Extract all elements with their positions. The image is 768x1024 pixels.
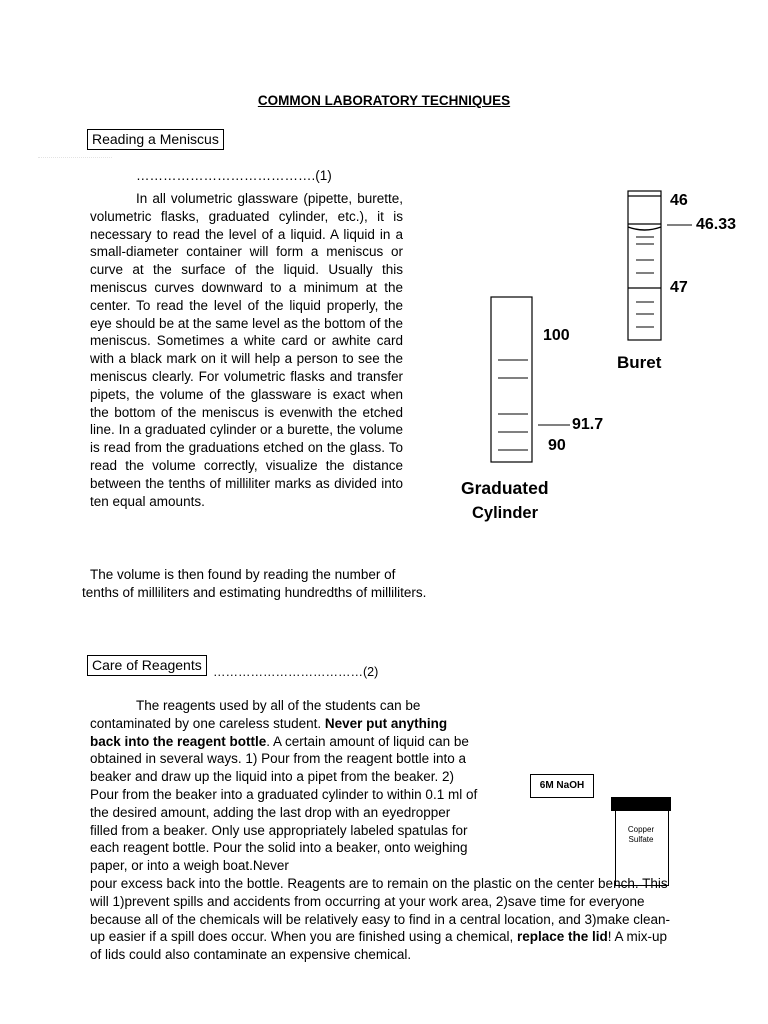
cylinder-bottom-mark: 90 [548,437,566,454]
naoh-reagent-label: 6M NaOH [530,774,594,798]
reagents-paragraph: The reagents used by all of the students can be contaminated by one careless student. Never put anything back into the reagent bottle. A certain amount of liquid can be obtained in several ways. 1) Pour from the reagent bottle into a beaker and draw up the liquid into a pipet from the beaker. 2) Pour from the beaker into a graduated cylinder to within 0.1 ml of the desired amount, adding the last drop with an eyedropper filled from a beaker. Only use appropriately labeled spatulas for each reagent bottle. Pour the solid into a beaker, onto weighing paper, or into a weigh boat.Never [90,698,478,874]
section-ref-1: ………………………………….(1) [136,168,332,183]
divider [38,157,112,158]
bottle-body [615,811,669,886]
copper-sulfate-bottle [611,797,671,885]
meniscus-paragraph: In all volumetric glassware (pipette, burette, volumetric flasks, graduated cylinder, etc.), it is necessary to read the level of a liquid. A liquid in a small-diameter container will form a meniscus or curve at the surface of the liquid. Usually this meniscus curves downward to a minimum at the center. To read the level of the liquid properly, the eye should be at the same level as the bottom of the meniscus. Sometimes a white card or awhite card with a black mark on it will help a person to see the meniscus clearly. For volumetric flasks and transfer pipets, the volume of the glassware is exact when the bottom of the meniscus is evenwith the etched line. In a graduated cylinder or a burette, the volume is read from the graduations etched on the glass. To read the volume correctly, visualize the distance between the tenths of milliliter marks as divided into ten equal amounts. [90,191,403,509]
reagents-paragraph-continued: pour excess back into the bottle. Reagents are to remain on the plastic on the center bench. This will 1)prevent spills and accidents from occurring at your work area, 2)save time for everyone because all of the chemicals will be relatively easy to find in a central location, and 3)make clean-up easier if a spill does occur. When you are finished using a chemical, replace the lid! A mix-up of lids could also contaminate an expensive chemical. [90,876,671,963]
section-heading-reagents: Care of Reagents [87,655,207,676]
cylinder-label-line2: Cylinder [472,504,539,522]
buret-label: Buret [617,353,662,372]
bottle-cap [611,797,671,811]
section-ref-2: ………………………………(2) [213,665,379,679]
cylinder-top-mark: 100 [543,327,570,344]
buret-figure [628,191,692,340]
meniscus-paragraph-continued: The volume is then found by reading the number of tenths of milliliters and estimating hundredths of milliliters. [82,567,427,600]
page-title: COMMON LABORATORY TECHNIQUES [257,93,511,108]
cylinder-label-line1: Graduated [461,478,549,498]
cylinder-reading: 91.7 [572,416,604,433]
buret-top-mark: 46 [670,192,688,209]
section-heading-meniscus: Reading a Meniscus [87,129,224,150]
buret-reading: 46.33 [696,216,737,233]
bottle-label: Copper Sulfate [627,825,655,844]
buret-bottom-mark: 47 [670,279,688,296]
